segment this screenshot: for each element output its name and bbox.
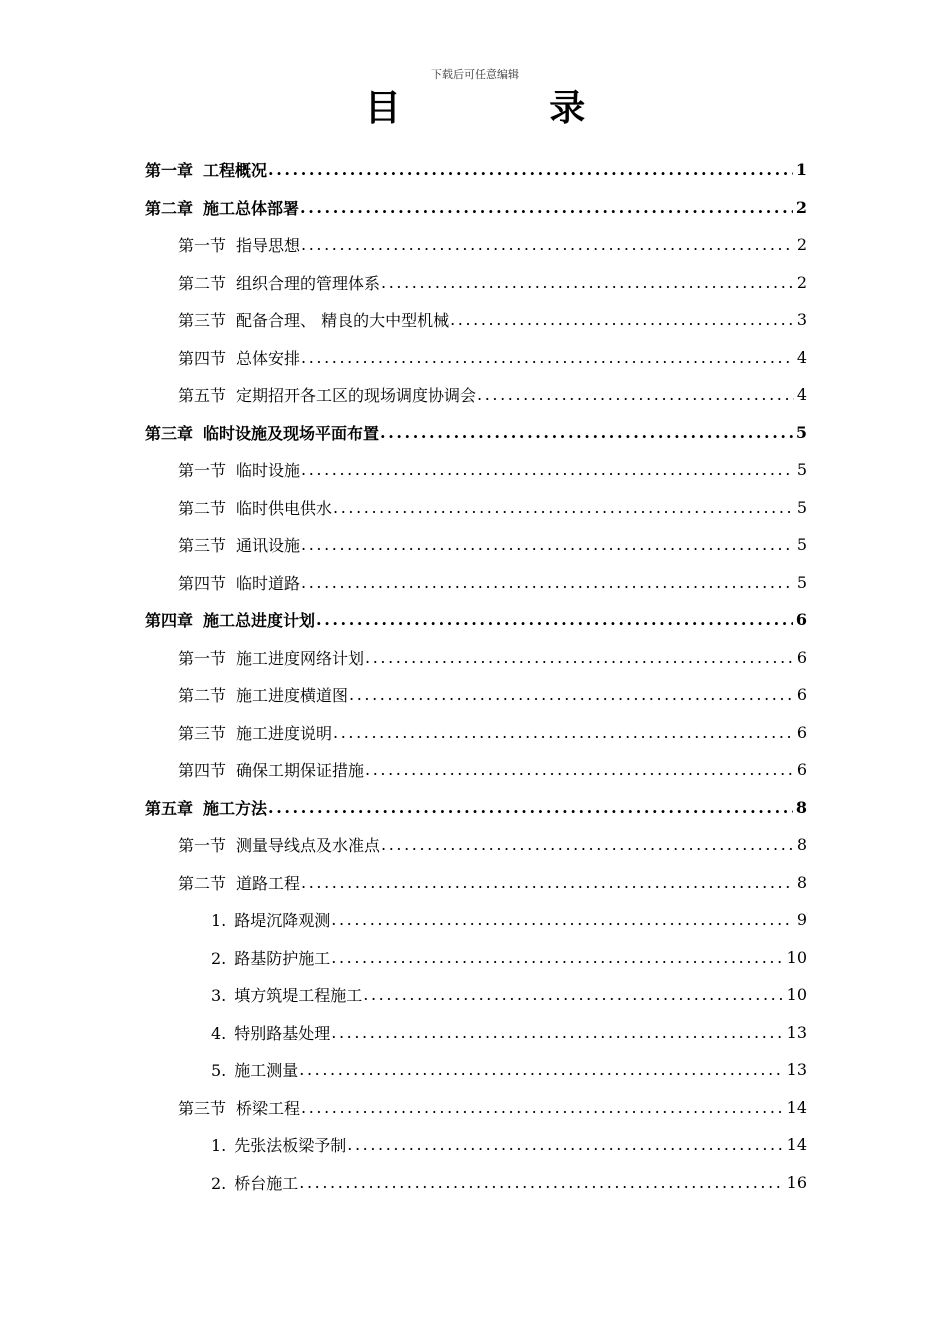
toc-entry-page-number: 4 (796, 385, 807, 405)
toc-dot-leader (299, 1060, 783, 1079)
toc-entry-label (178, 346, 300, 369)
toc-entry-title: 配备合理、 精良的大中型机械 (236, 311, 450, 331)
toc-entry-item[interactable] (145, 976, 807, 1014)
toc-entry-section[interactable] (145, 714, 807, 752)
toc-entry-label (211, 1171, 298, 1194)
toc-entry-page-number: 2 (795, 197, 807, 217)
toc-entry-page-number: 16 (786, 1172, 807, 1192)
toc-entry-label (178, 383, 476, 406)
toc-dot-leader (331, 948, 783, 967)
toc-dot-leader (268, 798, 793, 817)
toc-entry-section[interactable] (145, 339, 807, 377)
toc-entry-title: 路基防护施工 (234, 948, 331, 968)
toc-entry-page-number: 13 (786, 1022, 807, 1042)
toc-entry-page-number: 2 (796, 272, 807, 292)
toc-entry-section[interactable] (145, 451, 807, 489)
toc-entry-label (211, 1133, 346, 1156)
toc-dot-leader (301, 573, 794, 592)
toc-entry-page-number: 5 (796, 460, 807, 480)
toc-entry-title: 桥梁工程 (236, 1098, 301, 1118)
toc-entry-page-number: 5 (796, 497, 807, 517)
toc-entry-chapter[interactable] (145, 189, 807, 227)
toc-entry-title: 施工总进度计划 (203, 611, 316, 631)
toc-entry-title: 指导思想 (236, 236, 301, 256)
toc-entry-number: 第一节 (178, 236, 227, 256)
toc-entry-number: 3. (211, 986, 227, 1006)
toc-entry-title: 确保工期保证措施 (236, 761, 365, 781)
toc-entry-label (178, 871, 300, 894)
toc-entry-title: 测量导线点及水准点 (236, 836, 381, 856)
toc-entry-title: 临时道路 (236, 573, 301, 593)
toc-entry-number: 第一节 (178, 836, 227, 856)
toc-entry-title: 组织合理的管理体系 (236, 273, 381, 293)
toc-dot-leader (333, 723, 794, 742)
toc-entry-page-number: 8 (796, 872, 807, 892)
toc-entry-title: 施工进度说明 (236, 723, 333, 743)
toc-entry-page-number: 4 (796, 347, 807, 367)
toc-entry-number: 第二节 (178, 273, 227, 293)
toc-entry-title: 施工方法 (203, 798, 268, 818)
toc-entry-label (145, 796, 267, 819)
toc-entry-label (178, 833, 380, 856)
toc-entry-number: 第四节 (178, 573, 227, 593)
toc-entry-page-number: 6 (796, 722, 807, 742)
toc-entry-title: 特别路基处理 (234, 1023, 331, 1043)
toc-entry-chapter[interactable] (145, 414, 807, 452)
toc-entry-section[interactable] (145, 1089, 807, 1127)
toc-dot-leader (347, 1135, 783, 1154)
toc-entry-page-number: 5 (795, 422, 807, 442)
toc-entry-label (178, 458, 300, 481)
toc-dot-leader (299, 1173, 783, 1192)
toc-entry-label (145, 608, 315, 631)
toc-dot-leader (301, 460, 794, 479)
toc-dot-leader (301, 1098, 784, 1117)
toc-entry-number: 第三节 (178, 536, 227, 556)
toc-dot-leader (477, 385, 794, 404)
toc-entry-section[interactable] (145, 751, 807, 789)
toc-entry-chapter[interactable] (145, 151, 807, 189)
toc-entry-number: 第四节 (178, 761, 227, 781)
toc-entry-chapter[interactable] (145, 789, 807, 827)
toc-entry-title: 临时设施及现场平面布置 (203, 423, 380, 443)
toc-dot-leader (301, 535, 794, 554)
toc-dot-leader (268, 160, 793, 179)
toc-entry-number: 2. (211, 948, 227, 968)
toc-entry-page-number: 10 (786, 947, 807, 967)
toc-entry-section[interactable] (145, 864, 807, 902)
toc-entry-number: 第五章 (145, 798, 194, 818)
toc-entry-number: 第四章 (145, 611, 194, 631)
table-of-contents (145, 151, 807, 1201)
toc-dot-leader (365, 648, 794, 667)
toc-entry-page-number: 14 (786, 1097, 807, 1117)
toc-dot-leader (381, 835, 794, 854)
toc-entry-item[interactable] (145, 1051, 807, 1089)
toc-entry-section[interactable] (145, 264, 807, 302)
toc-entry-label (145, 196, 299, 219)
toc-entry-number: 2. (211, 1173, 227, 1193)
toc-dot-leader (301, 235, 794, 254)
toc-dot-leader (331, 1023, 783, 1042)
toc-entry-page-number: 1 (795, 160, 807, 180)
toc-entry-number: 第二章 (145, 198, 194, 218)
header-note: 下载后可任意编辑 (431, 68, 519, 81)
toc-dot-leader (349, 685, 794, 704)
toc-entry-page-number: 6 (796, 647, 807, 667)
toc-entry-number: 1. (211, 911, 227, 931)
toc-entry-number: 第一节 (178, 461, 227, 481)
toc-entry-number: 第三节 (178, 311, 227, 331)
toc-entry-title: 施工进度横道图 (236, 686, 349, 706)
toc-dot-leader (450, 310, 794, 329)
toc-entry-page-number: 13 (786, 1060, 807, 1080)
toc-entry-label (211, 1021, 330, 1044)
toc-entry-label (211, 983, 362, 1006)
toc-entry-number: 第二节 (178, 498, 227, 518)
toc-entry-section[interactable] (145, 301, 807, 339)
page-title: 目 录 (364, 87, 654, 129)
toc-entry-label (178, 758, 364, 781)
toc-entry-page-number: 6 (795, 610, 807, 630)
toc-entry-page-number: 5 (796, 535, 807, 555)
toc-dot-leader (365, 760, 794, 779)
toc-entry-title: 定期招开各工区的现场调度协调会 (236, 386, 477, 406)
toc-entry-label (178, 233, 300, 256)
toc-entry-number: 第一章 (145, 161, 194, 181)
toc-entry-page-number: 5 (796, 572, 807, 592)
toc-entry-label (178, 721, 332, 744)
toc-entry-title: 道路工程 (236, 873, 301, 893)
toc-entry-label (178, 533, 300, 556)
toc-entry-number: 4. (211, 1023, 227, 1043)
toc-dot-leader (301, 348, 794, 367)
toc-dot-leader (331, 910, 794, 929)
toc-dot-leader (301, 873, 794, 892)
toc-entry-section[interactable] (145, 676, 807, 714)
toc-entry-label (178, 308, 449, 331)
toc-entry-number: 第一节 (178, 648, 227, 668)
toc-entry-title: 临时设施 (236, 461, 301, 481)
toc-entry-chapter[interactable] (145, 601, 807, 639)
toc-entry-title: 路堤沉降观测 (234, 911, 331, 931)
toc-entry-page-number: 14 (786, 1135, 807, 1155)
toc-entry-item[interactable] (145, 1164, 807, 1202)
toc-entry-page-number: 10 (786, 985, 807, 1005)
toc-entry-section[interactable] (145, 826, 807, 864)
toc-entry-title: 工程概况 (203, 161, 268, 181)
toc-entry-page-number: 8 (795, 797, 807, 817)
toc-entry-section[interactable] (145, 526, 807, 564)
toc-entry-number: 第三节 (178, 723, 227, 743)
toc-entry-number: 第三节 (178, 1098, 227, 1118)
toc-entry-label (211, 1058, 298, 1081)
toc-entry-section[interactable] (145, 564, 807, 602)
toc-entry-section[interactable] (145, 639, 807, 677)
toc-entry-label (145, 158, 267, 181)
toc-entry-label (211, 946, 330, 969)
toc-entry-label (178, 571, 300, 594)
toc-entry-page-number: 3 (796, 310, 807, 330)
toc-dot-leader (333, 498, 794, 517)
toc-entry-label (178, 271, 380, 294)
toc-entry-label (211, 908, 330, 931)
toc-entry-title: 临时供电供水 (236, 498, 333, 518)
toc-entry-number: 5. (211, 1061, 227, 1081)
toc-entry-title: 填方筑堤工程施工 (234, 986, 363, 1006)
toc-entry-title: 施工总体部署 (203, 198, 300, 218)
toc-entry-number: 第五节 (178, 386, 227, 406)
toc-entry-page-number: 6 (796, 760, 807, 780)
toc-entry-label (178, 496, 332, 519)
toc-entry-title: 施工测量 (234, 1061, 299, 1081)
toc-dot-leader (381, 273, 794, 292)
toc-entry-number: 第二节 (178, 873, 227, 893)
toc-entry-number: 第二节 (178, 686, 227, 706)
toc-entry-title: 先张法板梁予制 (234, 1136, 347, 1156)
toc-entry-item[interactable] (145, 901, 807, 939)
toc-entry-label (178, 683, 348, 706)
toc-entry-page-number: 8 (796, 835, 807, 855)
toc-entry-section[interactable] (145, 226, 807, 264)
toc-entry-page-number: 9 (796, 910, 807, 930)
toc-entry-number: 第四节 (178, 348, 227, 368)
toc-dot-leader (363, 985, 783, 1004)
toc-entry-section[interactable] (145, 489, 807, 527)
toc-entry-item[interactable] (145, 939, 807, 977)
toc-dot-leader (380, 423, 793, 442)
toc-entry-page-number: 6 (796, 685, 807, 705)
toc-entry-item[interactable] (145, 1014, 807, 1052)
toc-entry-item[interactable] (145, 1126, 807, 1164)
toc-entry-title: 桥台施工 (234, 1173, 299, 1193)
toc-entry-number: 1. (211, 1136, 227, 1156)
toc-entry-title: 通讯设施 (236, 536, 301, 556)
toc-dot-leader (316, 610, 793, 629)
toc-dot-leader (300, 198, 793, 217)
toc-entry-label (145, 421, 379, 444)
toc-entry-title: 总体安排 (236, 348, 301, 368)
toc-entry-section[interactable] (145, 376, 807, 414)
toc-entry-label (178, 646, 364, 669)
toc-entry-label (178, 1096, 300, 1119)
toc-entry-number: 第三章 (145, 423, 194, 443)
toc-entry-page-number: 2 (796, 235, 807, 255)
toc-entry-title: 施工进度网络计划 (236, 648, 365, 668)
